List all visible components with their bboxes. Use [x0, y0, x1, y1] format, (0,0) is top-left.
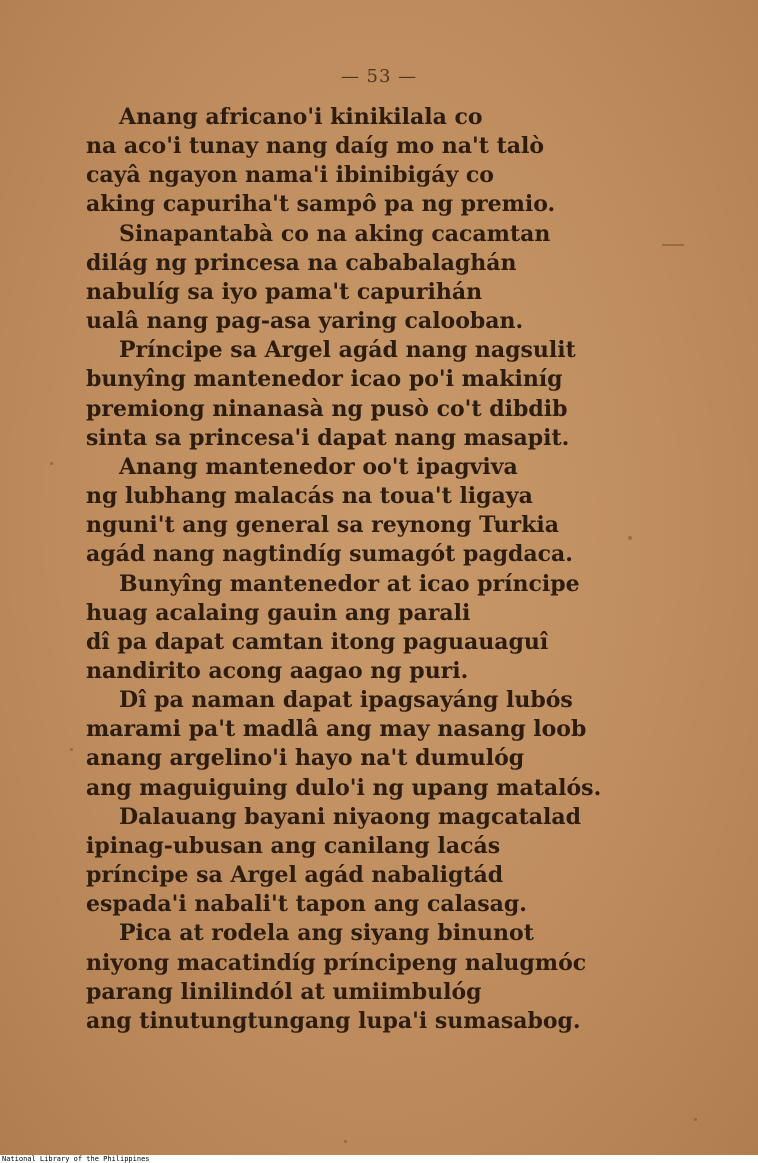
- poem-line: na aco'i tunay nang daíg mo na't talò: [86, 133, 545, 160]
- paper-speck: [344, 1140, 347, 1143]
- poem-text: [86, 103, 646, 1036]
- poem-line: ang maguiguing dulo'i ng upang matalós.: [86, 774, 602, 801]
- stanza: [86, 919, 646, 1036]
- stanza: [86, 803, 646, 920]
- stanza: [86, 103, 646, 220]
- poem-line: nandirito acong aagao ng puri.: [86, 657, 469, 684]
- poem-line: agád nang nagtindíg sumagót pagdaca.: [86, 541, 573, 568]
- poem-line: sinta sa princesa'i dapat nang masapit.: [86, 424, 570, 451]
- poem-line: parang linilindól at umiimbulóg: [86, 978, 482, 1005]
- paper-speck: [628, 536, 632, 540]
- poem-line: huag acalaing gauin ang parali: [86, 599, 471, 626]
- library-footer: National Library of the Philippines: [2, 1155, 150, 1163]
- poem-line: niyong macatindíg príncipeng nalugmóc: [86, 949, 587, 976]
- poem-line: Anang africano'i kinikilala co: [119, 104, 483, 130]
- poem-line: nguni't ang general sa reynong Turkia: [86, 512, 559, 539]
- poem-line: anang argelino'i hayo na't dumulóg: [86, 745, 525, 772]
- poem-line: Pica at rodela ang siyang binunot: [119, 920, 534, 947]
- poem-line: espada'i nabali't tapon ang calasag.: [86, 891, 527, 918]
- paper-speck: [694, 1118, 697, 1121]
- poem-line: dî pa dapat camtan itong paguauaguî: [86, 628, 549, 655]
- stanza: [86, 336, 646, 453]
- poem-line: bunyîng mantenedor icao po'i makiníg: [86, 366, 563, 393]
- stanza: [86, 570, 646, 687]
- stanza: [86, 686, 646, 803]
- page-number: — 53 —: [340, 66, 418, 87]
- poem-line: cayâ ngayon nama'i ibinibigáy co: [86, 162, 494, 189]
- poem-line: príncipe sa Argel agád nabaligtád: [86, 862, 504, 889]
- paper-mark: [662, 244, 684, 246]
- poem-line: aking capuriha't sampô pa ng premio.: [86, 191, 556, 218]
- poem-line: premiong ninanasà ng pusò co't dibdib: [86, 395, 568, 422]
- poem-line: Dalauang bayani niyaong magcatalad: [119, 803, 581, 830]
- poem-line: Sinapantabà co na aking cacamtan: [119, 220, 551, 247]
- poem-line: Bunyîng mantenedor at icao príncipe: [119, 570, 580, 597]
- poem-line: Dî pa naman dapat ipagsayáng lubós: [119, 687, 573, 714]
- poem-line: ipinag-ubusan ang canilang lacás: [86, 832, 501, 859]
- stanza: [86, 220, 646, 337]
- paper-speck: [50, 462, 53, 465]
- poem-line: dilág ng princesa na cababalaghán: [86, 249, 517, 276]
- poem-line: ang tinutungtungang lupa'i sumasabog.: [86, 1007, 581, 1034]
- poem-line: nabulíg sa iyo pama't capurihán: [86, 278, 483, 305]
- poem-line: marami pa't madlâ ang may nasang loob: [86, 716, 587, 743]
- poem-line: Príncipe sa Argel agád nang nagsulit: [119, 337, 576, 364]
- paper-speck: [70, 748, 73, 751]
- poem-line: ualâ nang pag-asa yaring calooban.: [86, 308, 524, 335]
- stanza: [86, 453, 646, 570]
- poem-line: ng lubhang malacás na toua't ligaya: [86, 483, 533, 510]
- poem-line: Anang mantenedor oo't ipagviva: [119, 453, 518, 480]
